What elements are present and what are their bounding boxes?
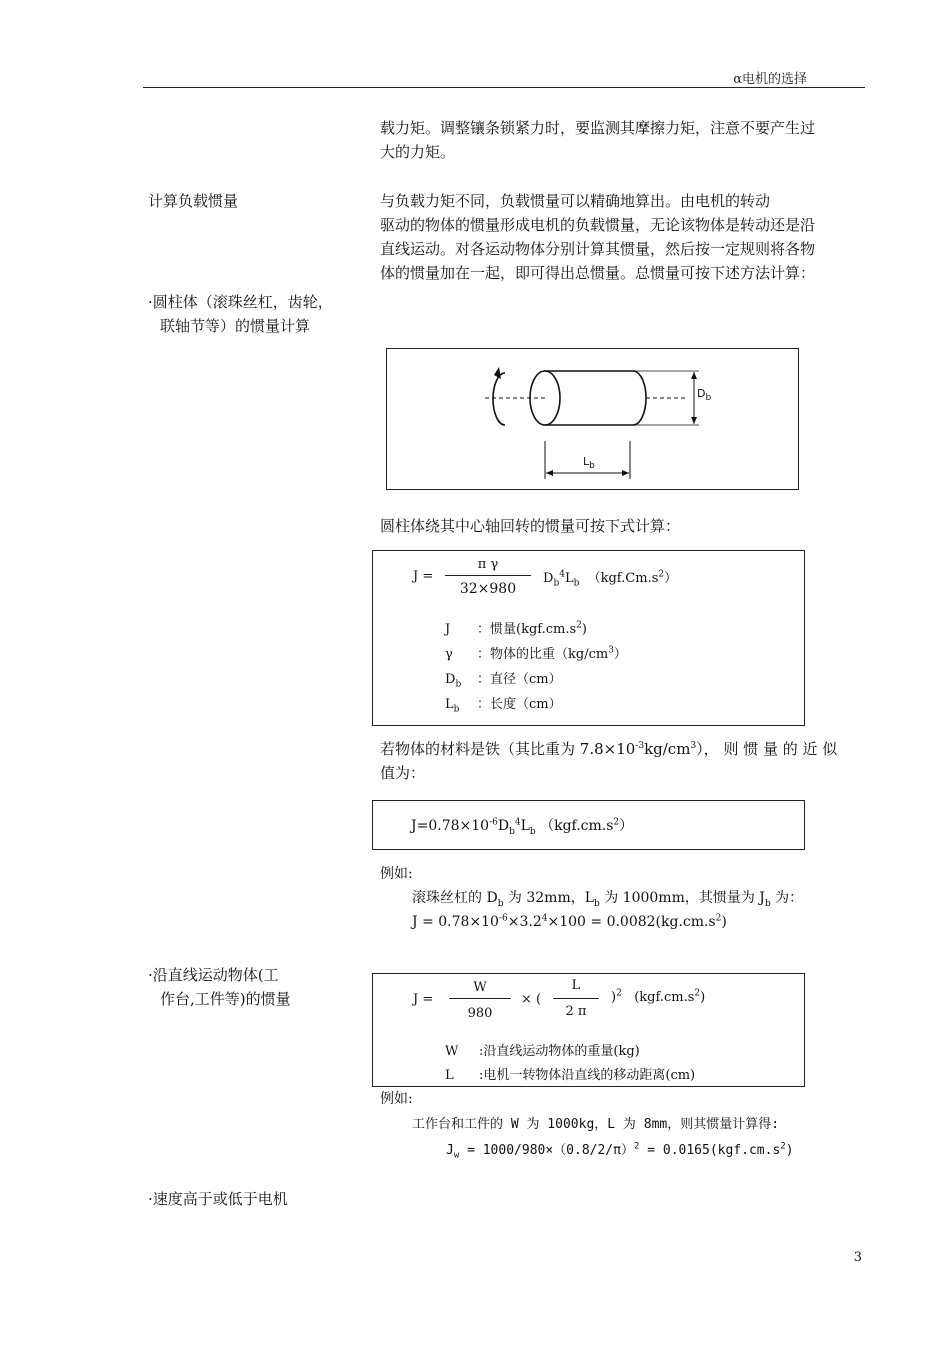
paragraph-line: 驱动的物体的惯量形成电机的负载惯量，无论该物体是转动还是沿 [380,216,816,234]
formula-iron: $J=0.78\times 10^{-6}D_b^4L_b$ $(kgf.cm.s^2)$ [411,817,634,837]
heading-line: ·沿直线运动物体(工 [148,966,279,984]
running-header: α电机的选择 [733,72,807,87]
paragraph-line: 值为： [380,764,426,782]
heading-line: 作台,工件等)的惯量 [160,990,291,1008]
paragraph-line: 体的惯量加在一起，即可得出总惯量。总惯量可按下述方法计算： [380,264,816,282]
formula-numerator: W [473,980,487,995]
example-line: $J = 0.78\times 10^{-6}\times 3.2^4\times 100 = 0.0082(kg.cm.s^2)$ [412,913,727,930]
paragraph-iron-approx [380,737,863,785]
section-heading-load-inertia: 计算负载惯量 [148,192,239,210]
heading-line: ·圆柱体（滚珠丝杠，齿轮， [148,293,333,311]
definition-row: $L_b$ ：长度（cm） [445,697,562,715]
example-worktable [380,1086,794,1164]
definition-row: W :沿直线运动物体的重量(kg) [445,1044,640,1059]
section-heading-linear [148,963,291,1011]
header-rule [143,87,865,88]
diameter-label: $D_b$ [697,387,712,404]
definition-row: J ：惯量$(kgf.cm.s^2)$ [445,620,587,637]
formula-denominator: 980 [467,1006,493,1021]
formula-lhs: J = [413,569,434,584]
formula-times: × ( [521,992,542,1007]
example-line: 工作台和工件的 W 为 1000kg，L 为 8mm，则其惯量计算得: [412,1117,780,1132]
example-line: 滚珠丝杠的 $D_b$ 为 32mm，$L_b$ 为 1000mm，其惯量为 $J_b$ 为： [412,890,804,909]
fraction-bar [449,998,511,999]
formula-definitions [445,1040,695,1088]
paragraph-line: 若物体的材料是铁（其比重为 $7.8\times 10^{-3}kg/cm^3$）， 则 惯 量 的 近 似 [380,740,838,758]
example-label: 例如: [380,1091,413,1107]
paragraph-load-inertia [380,189,863,285]
example-line: $J_w = 1000/980\times(0.8/2/\pi)^2 = 0.0165(kgf.cm.s^2)$ [446,1141,794,1161]
formula-rhs: )$^2$ $(kgf.cm.s^2)$ [611,988,706,1005]
paragraph-intro [380,116,863,164]
paragraph-line: 与负载力矩不同，负载惯量可以精确地算出。由电机的转动 [380,192,771,210]
page-number: 3 [853,1250,862,1265]
fraction-bar [445,575,531,576]
example-ballscrew [380,862,803,934]
paragraph-line: 大的力矩。 [380,143,456,161]
heading-line: 联轴节等）的惯量计算 [160,317,311,335]
formula-numerator: L [571,978,581,993]
length-label: $L_b$ [583,455,595,472]
definition-row: $D_b$ ：直径（cm） [445,672,562,690]
formula-box-cylinder [372,550,805,726]
example-label: 例如: [380,866,413,882]
formula-denominator: 2 π [565,1004,587,1019]
section-heading-cylinder [148,290,333,338]
formula-box-iron [372,800,805,850]
formula-box-linear [372,973,805,1087]
formula-numerator: π γ [477,557,499,572]
paragraph-cylinder-formula-intro: 圆柱体绕其中心轴回转的惯量可按下式计算： [380,517,681,535]
cylinder-diagram [386,348,799,490]
section-heading-speed: ·速度高于或低于电机 [148,1190,288,1208]
formula-definitions [445,617,627,717]
fraction-bar [553,998,599,999]
definition-row: L :电机一转物体沿直线的移动距离(cm) [445,1068,696,1083]
definition-row: γ ：物体的比重$(kg/cm^3)$ [445,645,627,662]
formula-denominator: 32×980 [459,581,517,597]
formula-lhs: J = [413,992,434,1007]
rotation-arrow [493,373,505,425]
paragraph-line: 载力矩。调整镶条锁紧力时，要监测其摩擦力矩，注意不要产生过 [380,119,816,137]
formula-rhs: $D_b^4L_b$ $(kgf.Cm.s^2)$ [543,569,678,589]
paragraph-line: 直线运动。对各运动物体分别计算其惯量，然后按一定规则将各物 [380,240,816,258]
